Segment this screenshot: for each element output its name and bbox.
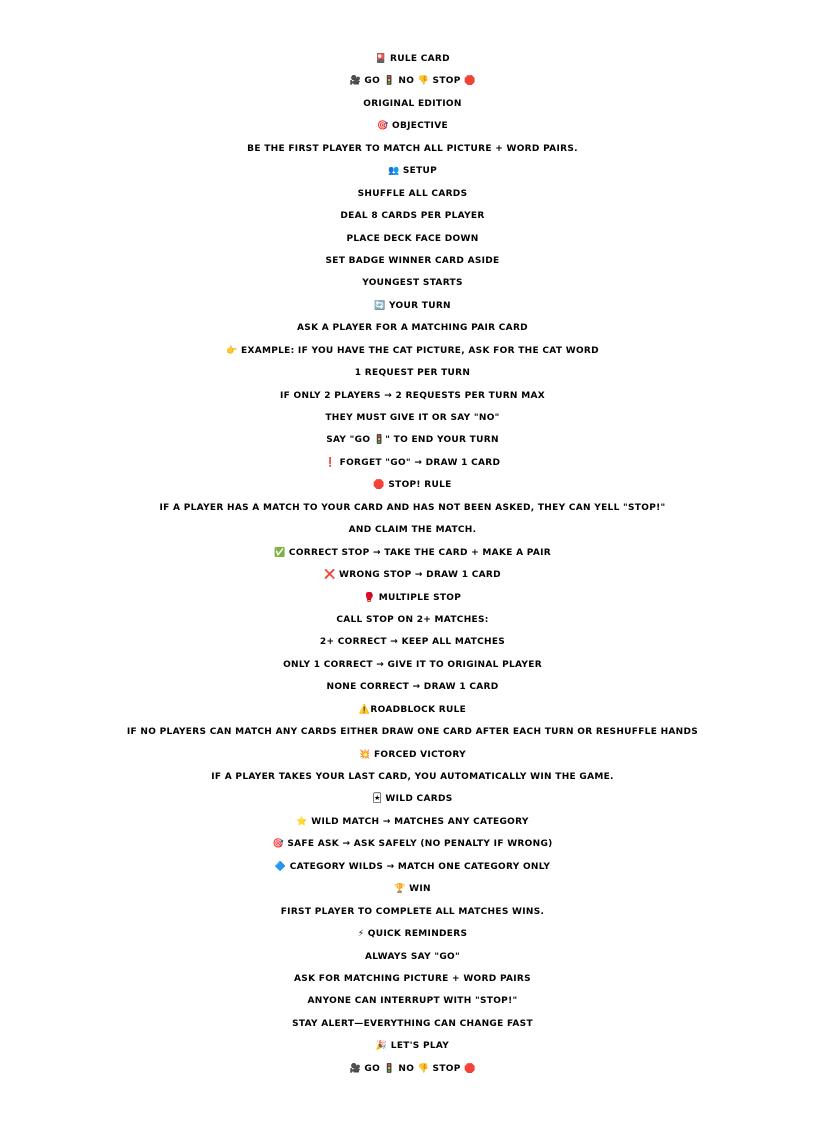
turn-rule: SAY "GO 🚦" TO END YOUR TURN xyxy=(326,435,499,446)
section-heading-wild-cards: 🃏 WILD CARDS xyxy=(372,794,453,805)
stop-rule-text: ✅ CORRECT STOP → TAKE THE CARD + MAKE A PAIR xyxy=(273,547,552,558)
stop-rule-text: IF A PLAYER HAS A MATCH TO YOUR CARD AND HAS NOT BEEN ASKED, THEY CAN YELL "STOP!" xyxy=(159,502,666,513)
stop-rule-text: ❌ WRONG STOP → DRAW 1 CARD xyxy=(324,570,501,581)
tagline: 🎥 GO 🚦 NO 👎 STOP 🛑 xyxy=(349,76,476,87)
section-heading-setup: 👥 SETUP xyxy=(387,166,438,177)
forced-victory-text: IF A PLAYER TAKES YOUR LAST CARD, YOU AUTOMATICALLY WIN THE GAME. xyxy=(211,772,614,782)
edition: ORIGINAL EDITION xyxy=(363,98,462,109)
reminder: STAY ALERT—EVERYTHING CAN CHANGE FAST xyxy=(292,1018,533,1029)
turn-rule: IF ONLY 2 PLAYERS → 2 REQUESTS PER TURN MAX xyxy=(280,390,545,401)
section-heading-lets-play: 🎉 LET'S PLAY xyxy=(375,1041,450,1052)
wild-card-rule: ⭐ WILD MATCH → MATCHES ANY CATEGORY xyxy=(296,816,529,827)
turn-example: 👉 EXAMPLE: IF YOU HAVE THE CAT PICTURE, ASK FOR THE CAT WORD xyxy=(226,345,599,356)
section-heading-roadblock-rule: ⚠️ROADBLOCK RULE xyxy=(358,704,467,715)
section-heading-multiple-stop: 🥊 MULTIPLE STOP xyxy=(363,592,462,603)
section-heading-quick-reminders: ⚡ QUICK REMINDERS xyxy=(357,929,468,940)
turn-rule: ASK A PLAYER FOR A MATCHING PAIR CARD xyxy=(297,323,528,334)
reminder: ALWAYS SAY "GO" xyxy=(365,951,460,962)
card-title: 🎴 RULE CARD xyxy=(375,54,450,64)
setup-step: SHUFFLE ALL CARDS xyxy=(357,188,468,199)
section-heading-win: 🏆 WIN xyxy=(394,884,431,895)
win-text: FIRST PLAYER TO COMPLETE ALL MATCHES WINS. xyxy=(280,906,545,917)
section-heading-stop-rule: 🛑 STOP! RULE xyxy=(373,480,452,491)
turn-rule: 1 REQUEST PER TURN xyxy=(354,368,471,379)
reminder: ASK FOR MATCHING PICTURE + WORD PAIRS xyxy=(294,973,531,984)
setup-step: DEAL 8 CARDS PER PLAYER xyxy=(340,211,485,222)
turn-rule: ❗ FORGET "GO" → DRAW 1 CARD xyxy=(324,457,501,468)
roadblock-rule-text: IF NO PLAYERS CAN MATCH ANY CARDS EITHER DRAW ONE CARD AFTER EACH TURN OR RESHUFFLE HANDS xyxy=(126,727,699,738)
multiple-stop-rule: NONE CORRECT → DRAW 1 CARD xyxy=(326,682,499,693)
setup-step: SET BADGE WINNER CARD ASIDE xyxy=(325,255,500,266)
reminder: ANYONE CAN INTERRUPT WITH "STOP!" xyxy=(307,996,518,1007)
turn-rule: THEY MUST GIVE IT OR SAY "NO" xyxy=(325,413,500,423)
objective-text: BE THE FIRST PLAYER TO MATCH ALL PICTURE + WORD PAIRS. xyxy=(247,143,578,154)
setup-step: YOUNGEST STARTS xyxy=(362,278,463,289)
stop-rule-text: AND CLAIM THE MATCH. xyxy=(348,525,477,536)
section-heading-objective: 🎯 OBJECTIVE xyxy=(377,121,448,132)
setup-step: PLACE DECK FACE DOWN xyxy=(346,233,479,244)
section-heading-your-turn: 🔄 YOUR TURN xyxy=(374,300,451,311)
multiple-stop-rule: ONLY 1 CORRECT → GIVE IT TO ORIGINAL PLAYER xyxy=(283,659,542,670)
multiple-stop-rule: CALL STOP ON 2+ MATCHES: xyxy=(336,614,489,625)
multiple-stop-rule: 2+ CORRECT → KEEP ALL MATCHES xyxy=(319,637,506,648)
wild-card-rule: 🎯 SAFE ASK → ASK SAFELY (NO PENALTY IF WRONG) xyxy=(272,839,553,850)
rule-card xyxy=(0,48,825,1080)
closing-tagline: 🎥 GO 🚦 NO 👎 STOP 🛑 xyxy=(349,1063,476,1074)
section-heading-forced-victory: 💥 FORCED VICTORY xyxy=(359,749,466,760)
wild-card-rule: 🔷 CATEGORY WILDS → MATCH ONE CATEGORY ONLY xyxy=(274,861,551,872)
